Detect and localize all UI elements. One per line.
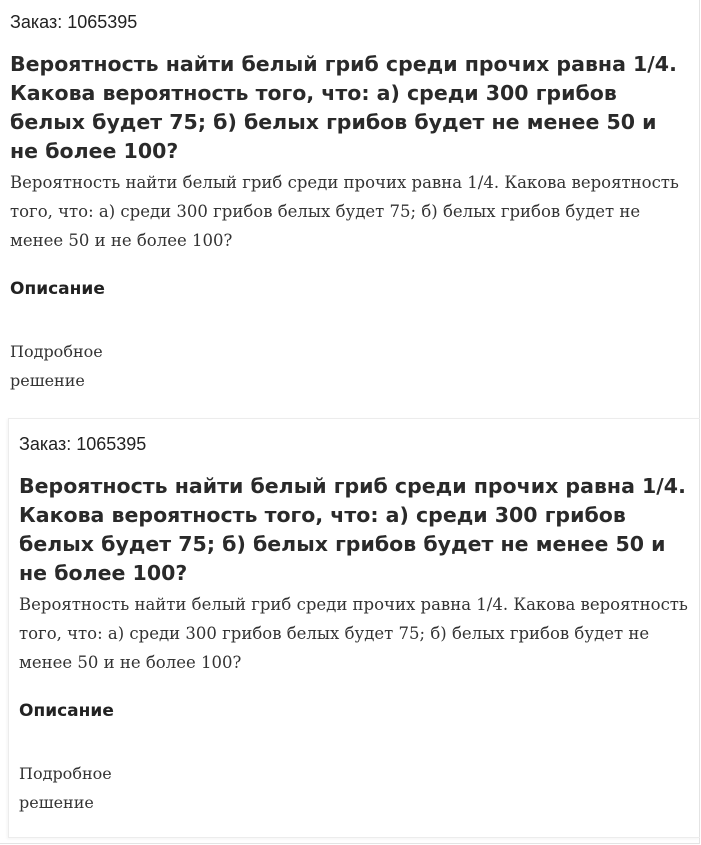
description-heading: Описание [19, 701, 114, 721]
order-title: Вероятность найти белый гриб среди прочих равна 1/4. Какова вероятность того, что: а) среди 300 грибов белых будет 75; б) белых грибов будет не менее 50 и не более 100? [10, 52, 677, 163]
order-title: Вероятность найти белый гриб среди прочих равна 1/4. Какова вероятность того, что: а) среди 300 грибов белых будет 75; б) белых грибов будет не менее 50 и не более 100? [19, 474, 686, 585]
description-heading: Описание [10, 279, 105, 299]
order-number: Заказ: 1065395 [19, 434, 147, 454]
order-card [0, 0, 701, 395]
order-card [8, 418, 700, 838]
order-number: Заказ: 1065395 [10, 12, 138, 32]
order-text: Вероятность найти белый гриб среди прочих равна 1/4. Какова вероятность того, что: а) среди 300 грибов белых будет 75; б) белых грибов будет не менее 50 и не более 100? [19, 595, 688, 672]
detailed-solution-link[interactable]: Подробное решение [10, 342, 103, 390]
detailed-solution-link[interactable]: Подробное решение [19, 764, 112, 812]
order-text: Вероятность найти белый гриб среди прочих равна 1/4. Какова вероятность того, что: а) среди 300 грибов белых будет 75; б) белых грибов будет не менее 50 и не более 100? [10, 173, 679, 250]
